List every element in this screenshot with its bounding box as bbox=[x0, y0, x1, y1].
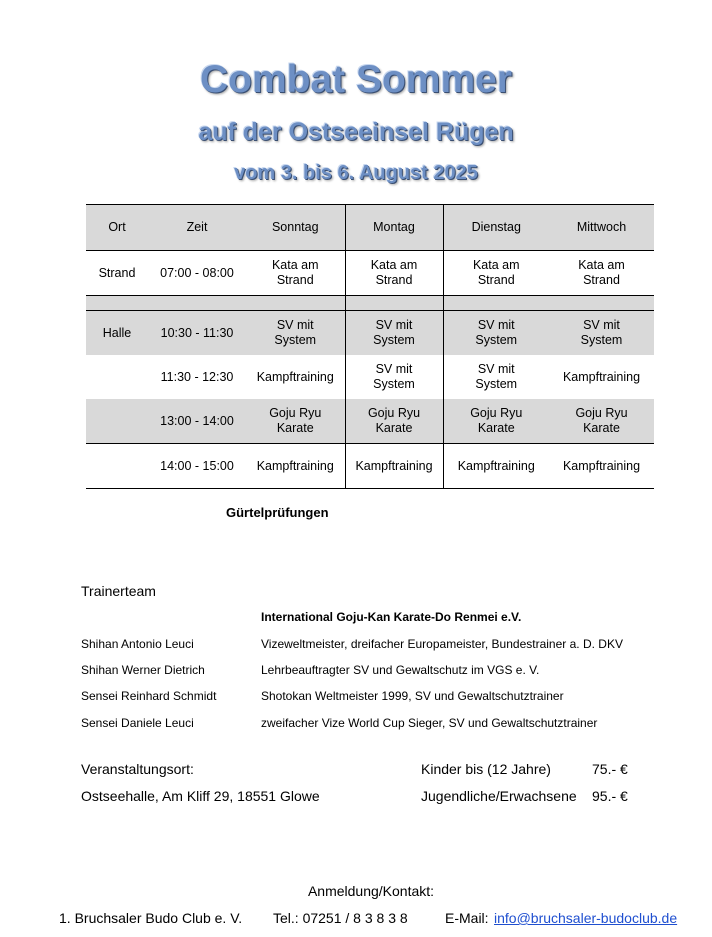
trainer-heading: Trainerteam bbox=[81, 583, 156, 599]
price-label: Jugendliche/Erwachsene bbox=[421, 788, 577, 804]
cell-mittwoch: Kampftraining bbox=[549, 444, 654, 489]
table-spacer-row bbox=[86, 296, 654, 311]
page-title: Combat Sommer bbox=[199, 58, 513, 101]
price-value: 75.- € bbox=[592, 761, 628, 777]
column-header: Sonntag bbox=[246, 205, 345, 251]
trainer-name: Shihan Werner Dietrich bbox=[81, 663, 205, 677]
table-row bbox=[86, 399, 654, 444]
cell-montag: Goju Ryu Karate bbox=[345, 399, 443, 444]
cell-dienstag: Goju Ryu Karate bbox=[443, 399, 549, 444]
trainer-description: Lehrbeauftragter SV und Gewaltschutz im VGS e. V. bbox=[261, 663, 540, 677]
cell-zeit: 13:00 - 14:00 bbox=[148, 399, 246, 444]
column-header: Montag bbox=[345, 205, 443, 251]
belt-exams-label: Gürtelprüfungen bbox=[226, 505, 329, 520]
price-value: 95.- € bbox=[592, 788, 628, 804]
cell-ort bbox=[86, 355, 148, 399]
cell-dienstag: SV mit System bbox=[475, 362, 518, 391]
cell-sonntag: Goju Ryu Karate bbox=[246, 399, 345, 444]
trainer-description: Vizeweltmeister, dreifacher Europameister, Bundestrainer a. D. DKV bbox=[261, 637, 623, 651]
email-label: E-Mail: bbox=[445, 910, 489, 926]
column-header: Zeit bbox=[148, 205, 246, 251]
cell-zeit: 10:30 - 11:30 bbox=[148, 311, 246, 356]
cell-sonntag: Kata am Strand bbox=[246, 251, 345, 296]
cell-dienstag: SV mit System bbox=[443, 311, 549, 356]
phone-number: Tel.: 07251 / 8 3 8 3 8 bbox=[273, 910, 408, 926]
cell-montag: SV mit System bbox=[345, 355, 443, 399]
cell-mittwoch: Kata am Strand bbox=[578, 258, 625, 287]
trainer-name: Sensei Daniele Leuci bbox=[81, 716, 194, 730]
schedule-header-row bbox=[86, 205, 654, 251]
club-name: 1. Bruchsaler Budo Club e. V. bbox=[59, 910, 243, 926]
trainer-description: zweifacher Vize World Cup Sieger, SV und Gewaltschutztrainer bbox=[261, 716, 598, 730]
cell-dienstag: Kampftraining bbox=[443, 444, 549, 489]
cell-montag: SV mit System bbox=[345, 311, 443, 356]
venue-label: Veranstaltungsort: bbox=[81, 761, 194, 777]
cell-mittwoch: Goju Ryu Karate bbox=[549, 399, 654, 444]
schedule-table bbox=[86, 204, 654, 489]
trainer-name: Sensei Reinhard Schmidt bbox=[81, 689, 217, 703]
trainer-organization: International Goju-Kan Karate-Do Renmei e.V. bbox=[261, 610, 522, 624]
column-header: Mittwoch bbox=[549, 205, 654, 251]
cell-mittwoch: SV mit System bbox=[549, 311, 654, 356]
column-header: Dienstag bbox=[443, 205, 549, 251]
cell-sonntag: Kampftraining bbox=[246, 355, 345, 399]
price-label: Kinder bis (12 Jahre) bbox=[421, 761, 551, 777]
contact-heading: Anmeldung/Kontakt: bbox=[307, 883, 435, 899]
cell-sonntag: SV mit System bbox=[246, 311, 345, 356]
page-subtitle: auf der Ostseeinsel Rügen bbox=[198, 118, 514, 146]
cell-mittwoch: Kampftraining bbox=[562, 369, 641, 384]
cell-sonntag: Kampftraining bbox=[246, 444, 345, 489]
table-row bbox=[86, 355, 654, 399]
cell-montag: Kampftraining bbox=[345, 444, 443, 489]
cell-zeit: 14:00 - 15:00 bbox=[148, 444, 246, 489]
venue-address: Ostseehalle, Am Kliff 29, 18551 Glowe bbox=[81, 788, 320, 804]
cell-zeit: 07:00 - 08:00 bbox=[160, 265, 234, 280]
table-row bbox=[86, 311, 654, 356]
table-row bbox=[86, 251, 654, 296]
cell-ort bbox=[86, 399, 148, 444]
trainer-description: Shotokan Weltmeister 1999, SV und Gewaltschutztrainer bbox=[261, 689, 564, 703]
cell-zeit: 11:30 - 12:30 bbox=[160, 369, 234, 384]
column-header: Ort bbox=[86, 205, 148, 251]
cell-dienstag: Kata am Strand bbox=[472, 258, 520, 287]
cell-ort bbox=[86, 444, 148, 489]
event-dates: vom 3. bis 6. August 2025 bbox=[234, 162, 478, 184]
email-link[interactable]: info@bruchsaler-budoclub.de bbox=[494, 910, 678, 926]
cell-montag: Kata am Strand bbox=[345, 251, 443, 296]
cell-ort: Strand bbox=[98, 265, 136, 280]
table-row bbox=[86, 444, 654, 489]
trainer-name: Shihan Antonio Leuci bbox=[81, 637, 194, 651]
cell-ort: Halle bbox=[86, 311, 148, 356]
